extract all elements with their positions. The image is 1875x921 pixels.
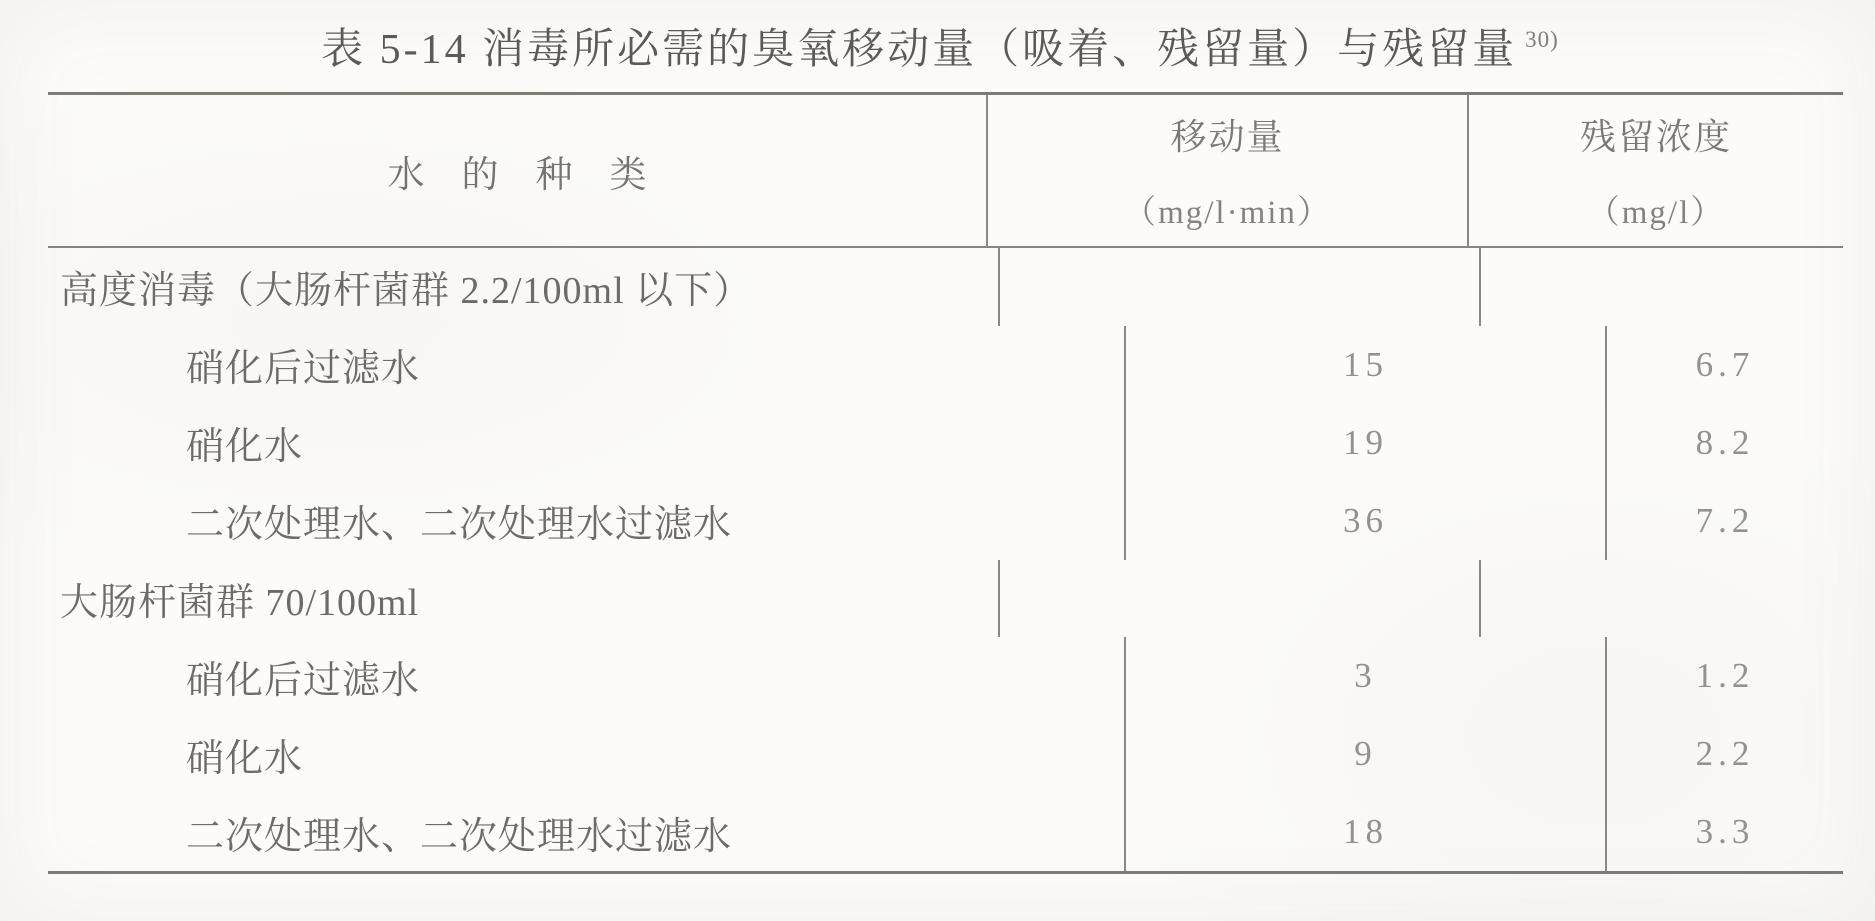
residual-value-cell: 2.2 <box>1605 715 1843 793</box>
header-water-type-label: 水 的 种 类 <box>387 154 647 196</box>
water-type-cell: 硝化后过滤水 <box>186 659 421 702</box>
water-type-cell: 硝化水 <box>186 426 304 469</box>
header-water-type <box>48 95 986 246</box>
residual-value-cell: 8.2 <box>1605 404 1843 482</box>
footnote-reference: 30) <box>1525 27 1559 52</box>
water-type-cell: 硝化水 <box>186 737 304 780</box>
transfer-value-cell: 18 <box>1124 793 1605 871</box>
header-transfer-amount-label: 移动量 <box>1170 116 1285 157</box>
header-residual-concentration-label: 残留浓度 <box>1579 116 1732 157</box>
header-transfer-amount-unit: （mg/l·min） <box>1123 194 1332 231</box>
water-type-cell: 高度消毒（大肠杆菌群 2.2/100ml 以下） <box>60 270 753 313</box>
water-type-cell: 二次处理水、二次处理水过滤水 <box>186 504 733 547</box>
residual-value-cell: 6.7 <box>1605 326 1843 404</box>
table-header-row <box>48 95 1843 248</box>
residual-value-cell <box>1479 560 1843 638</box>
table-row-nitrified-water-2 <box>48 715 1843 793</box>
table-row-group-coliform-70 <box>48 560 1843 638</box>
water-type-cell: 大肠杆菌群 70/100ml <box>60 581 420 624</box>
transfer-value-cell <box>998 248 1479 326</box>
transfer-value-cell: 19 <box>1124 404 1605 482</box>
table-body <box>48 248 1843 871</box>
table-row-secondary-treated-water <box>48 482 1843 560</box>
table-caption <box>40 16 1840 76</box>
residual-value-cell: 1.2 <box>1605 637 1843 715</box>
header-transfer-amount <box>986 95 1467 246</box>
water-type-cell: 硝化后过滤水 <box>186 348 421 391</box>
residual-value-cell: 7.2 <box>1605 482 1843 560</box>
water-type-cell: 二次处理水、二次处理水过滤水 <box>186 815 733 858</box>
table-row-nitrified-water <box>48 404 1843 482</box>
ozone-dosage-table <box>48 92 1843 874</box>
table-row-nitrified-filtered-water <box>48 326 1843 404</box>
table-row-nitrified-filtered-water-2 <box>48 637 1843 715</box>
transfer-value-cell: 9 <box>1124 715 1605 793</box>
transfer-value-cell: 3 <box>1124 637 1605 715</box>
transfer-value-cell: 36 <box>1124 482 1605 560</box>
table-title: 表 5-14 消毒所必需的臭氧移动量（吸着、残留量）与残留量 <box>321 27 1518 73</box>
header-residual-concentration <box>1467 95 1843 246</box>
transfer-value-cell <box>998 560 1479 638</box>
transfer-value-cell: 15 <box>1124 326 1605 404</box>
header-residual-concentration-unit: （mg/l） <box>1586 194 1726 231</box>
residual-value-cell: 3.3 <box>1605 793 1843 871</box>
table-row-secondary-treated-water-2 <box>48 793 1843 871</box>
table-row-group-high-disinfection <box>48 248 1843 326</box>
residual-value-cell <box>1479 248 1843 326</box>
